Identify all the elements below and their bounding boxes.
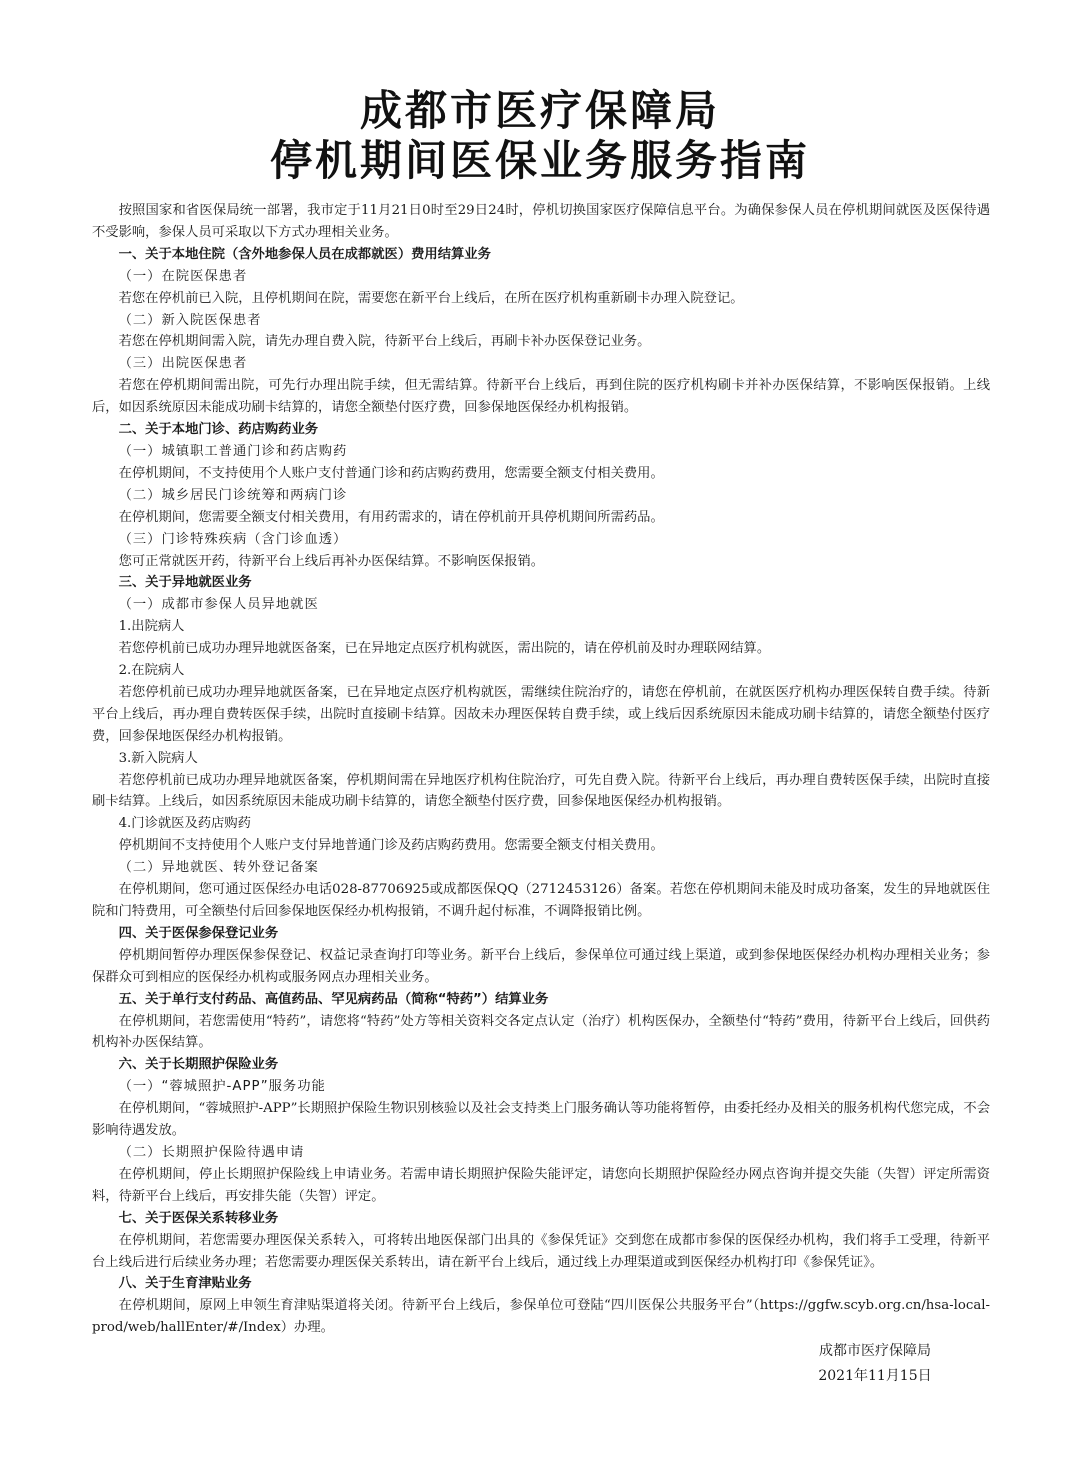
section-6-heading: 六、关于长期照护保险业务 <box>118 1057 279 1073</box>
section-3a-item-3-text: 若您停机前已成功办理异地就医备案，停机期间需在异地医疗机构住院治疗，可先自费入院。待新平台上线后，再办理自费转医保手续，出院时直接刷卡结算。上线后，如因系统原因未能成功刷卡结算的，请您全额垫付医疗费，回参保地医保经办机构报销。 <box>92 772 990 810</box>
section-6b-title: （二）长期照护保险待遇申请 <box>118 1144 305 1160</box>
section-3a-item-2-title: 2.在院病人 <box>118 663 185 679</box>
section-3b-text: 在停机期间，您可通过医保经办电话028-87706925或成都医保QQ（2712453126）备案。若您在停机期间未能及时成功备案，发生的异地就医住院和门特费用，可全额垫付后回参保地医保经办机构报销，不调升起付标准，不调降报销比例。 <box>92 882 990 919</box>
section-3a-item-2-text: 若您停机前已成功办理异地就医备案，已在异地定点医疗机构就医，需继续住院治疗的，请您在停机前，在就医医疗机构办理医保转自费手续。待新平台上线后，再办理自费转医保手续，出院时直接刷卡结算。因故未办理医保转自费手续，或上线后因系统原因未能成功刷卡结算的，请您全额垫付医疗费，回参保地医保经办机构报销。 <box>92 684 990 744</box>
section-1c-text: 若您在停机期间需出院，可先行办理出院手续，但无需结算。待新平台上线后，再到住院的医疗机构刷卡并补办医保结算，不影响医保报销。上线后，如因系统原因未能成功刷卡结算的，请您全额垫付医疗费，回参保地医保经办机构报销。 <box>92 378 990 416</box>
section-1a-text: 若您在停机前已入院，且停机期间在院，需要您在新平台上线后，在所在医疗机构重新刷卡办理入院登记。 <box>118 290 744 306</box>
section-3-heading: 三、关于异地就医业务 <box>118 575 252 591</box>
section-2a-title: （一）城镇职工普通门诊和药店购药 <box>118 443 348 459</box>
section-2c-title: （三）门诊特殊疾病（含门诊血透） <box>118 531 348 547</box>
document-body <box>92 200 990 1339</box>
section-1b-title: （二）新入院医保患者 <box>118 312 262 328</box>
section-2b-title: （二）城乡居民门诊统筹和两病门诊 <box>118 487 348 503</box>
title-guide: 停机期间医保业务服务指南 <box>269 136 810 185</box>
section-4-text: 停机期间暂停办理医保参保登记、权益记录查询打印等业务。新平台上线后，参保单位可通过线上渠道，或到参保地医保经办机构办理相关业务；参保群众可到相应的医保经办机构或服务网点办理相关业务。 <box>92 947 990 985</box>
intro-paragraph: 按照国家和省医保局统一部署，我市定于11月21日0时至29日24时，停机切换国家医疗保障信息平台。为确保参保人员在停机期间就医及医保待遇不受影响，参保人员可采取以下方式办理相关业务。 <box>92 203 990 240</box>
section-3a-item-4-text: 停机期间不支持使用个人账户支付异地普通门诊及药店购药费用。您需要全额支付相关费用。 <box>118 838 664 854</box>
section-3a-item-3-title: 3.新入院病人 <box>118 750 198 766</box>
signature-date: 2021年11月15日 <box>818 1368 932 1384</box>
section-2a-text: 在停机期间，不支持使用个人账户支付普通门诊和药店购药费用，您需要全额支付相关费用。 <box>118 465 664 481</box>
section-3a-title: （一）成都市参保人员异地就医 <box>118 597 319 613</box>
section-1c-title: （三）出院医保患者 <box>118 356 248 372</box>
section-3a-item-1-text: 若您停机前已成功办理异地就医备案，已在异地定点医疗机构就医，需出院的，请在停机前及时办理联网结算。 <box>118 641 771 657</box>
section-6b-text: 在停机期间，停止长期照护保险线上申请业务。若需申请长期照护保险失能评定，请您向长期照护保险经办网点咨询并提交失能（失智）评定所需资料，待新平台上线后，再安排失能（失智）评定。 <box>92 1166 990 1204</box>
section-2b-text: 在停机期间，您需要全额支付相关费用，有用药需求的，请在停机前开具停机期间所需药品。 <box>118 509 664 525</box>
section-1b-text: 若您在停机期间需入院，请先办理自费入院，待新平台上线后，再刷卡补办医保登记业务。 <box>118 334 651 350</box>
section-1a-title: （一）在院医保患者 <box>118 268 248 284</box>
section-7-heading: 七、关于医保关系转移业务 <box>118 1210 279 1226</box>
section-5-heading: 五、关于单行支付药品、高值药品、罕见病药品（简称“特药”）结算业务 <box>118 991 549 1007</box>
section-4-heading: 四、关于医保参保登记业务 <box>118 925 279 941</box>
section-6a-title: （一）“蓉城照护-APP”服务功能 <box>118 1079 326 1095</box>
section-6a-text: 在停机期间，“蓉城照护-APP”长期照护保险生物识别核验以及社会支持类上门服务确认等功能将暂停，由委托经办及相关的服务机构代您完成，不会影响待遇发放。 <box>92 1101 990 1139</box>
section-7-text: 在停机期间，若您需要办理医保关系转入，可将转出地医保部门出具的《参保凭证》交到您在成都市参保的医保经办机构，我们将手工受理，待新平台上线后进行后续业务办理；若您需要办理医保关系转出，请在新平台上线后，通过线上办理渠道或到医保经办机构打印《参保凭证》。 <box>92 1232 990 1270</box>
section-5-text: 在停机期间，若您需使用“特药”，请您将“特药”处方等相关资料交各定点认定（治疗）机构医保办，全额垫付“特药”费用，待新平台上线后，回供药机构补办医保结算。 <box>92 1013 990 1051</box>
section-3a-item-4-title: 4.门诊就医及药店购药 <box>118 816 251 832</box>
section-2-heading: 二、关于本地门诊、药店购药业务 <box>118 422 319 438</box>
signature-org: 成都市医疗保障局 <box>819 1343 931 1359</box>
title-org: 成都市医疗保障局 <box>359 86 720 135</box>
section-8-text: 在停机期间，原网上申领生育津贴渠道将关闭。待新平台上线后，参保单位可登陆“四川医保公共服务平台”（https://ggfw.scyb.org.cn/hsa-local-prod/web/hallEnter/#/Index）办理。 <box>92 1298 990 1336</box>
section-2c-text: 您可正常就医开药，待新平台上线后再补办医保结算。不影响医保报销。 <box>118 553 545 569</box>
section-1-heading: 一、关于本地住院（含外地参保人员在成都就医）费用结算业务 <box>118 246 491 262</box>
section-3a-item-1-title: 1.出院病人 <box>118 619 185 635</box>
section-3b-title: （二）异地就医、转外登记备案 <box>118 860 319 876</box>
section-8-heading: 八、关于生育津贴业务 <box>118 1276 252 1292</box>
